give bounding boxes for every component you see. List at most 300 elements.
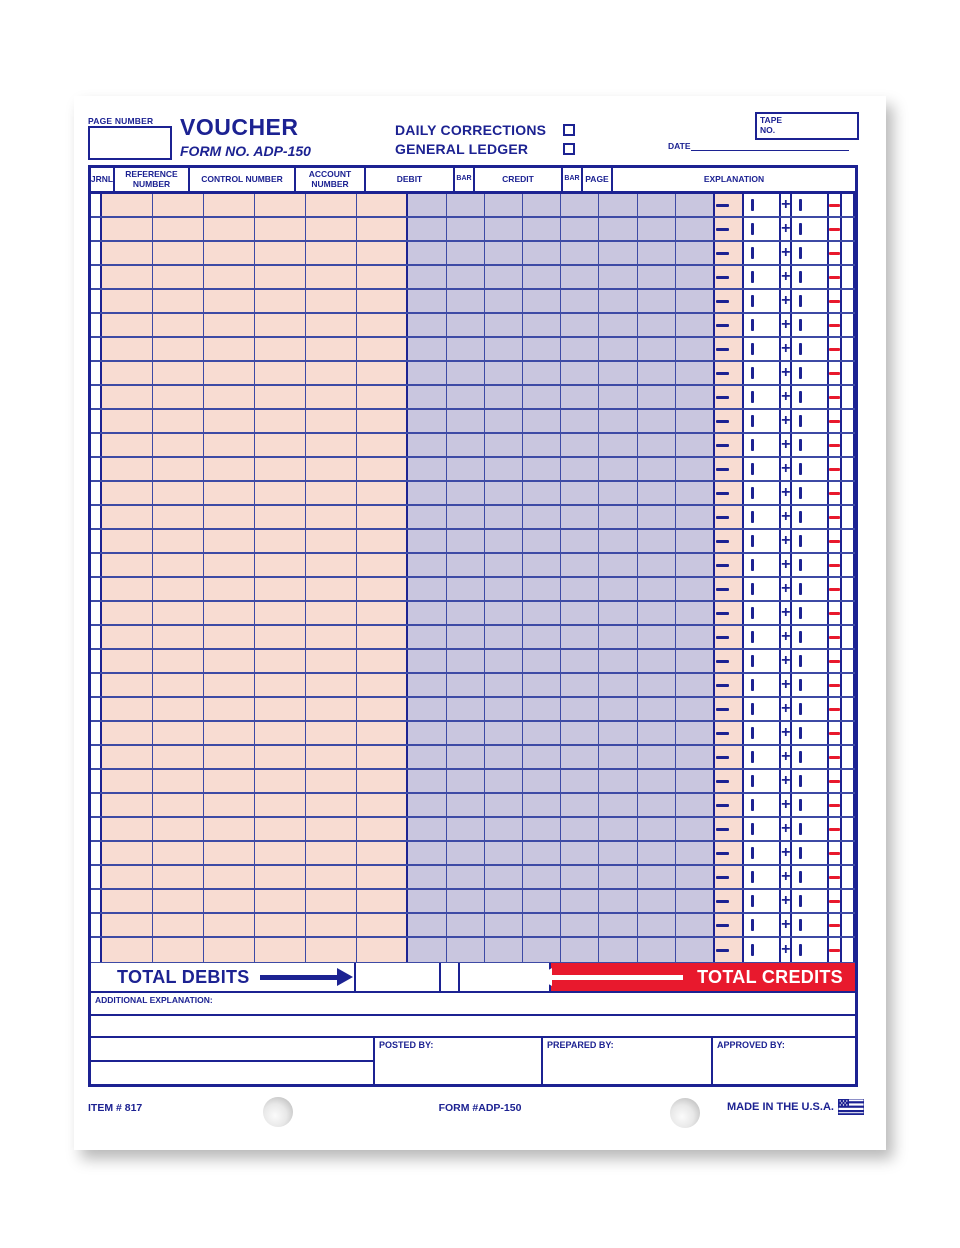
control-digit-cell[interactable] bbox=[485, 242, 523, 264]
page-cell[interactable] bbox=[842, 434, 855, 456]
control-digit-cell[interactable] bbox=[408, 338, 446, 360]
credit-cell[interactable] bbox=[792, 794, 828, 816]
tape-no-field[interactable] bbox=[755, 112, 859, 140]
control-digit-cell[interactable] bbox=[485, 386, 523, 408]
control-digit-cell[interactable] bbox=[485, 410, 523, 432]
control-digit-cell[interactable] bbox=[561, 770, 599, 792]
control-digit-cell[interactable] bbox=[561, 722, 599, 744]
reference-digit-cell[interactable] bbox=[255, 770, 306, 792]
reference-digit-cell[interactable] bbox=[153, 314, 204, 336]
account-number-cell[interactable] bbox=[715, 842, 744, 864]
reference-digit-cell[interactable] bbox=[306, 770, 357, 792]
reference-digit-cell[interactable] bbox=[153, 842, 204, 864]
reference-digit-cell[interactable] bbox=[306, 938, 357, 962]
page-cell[interactable] bbox=[842, 866, 855, 888]
control-digit-cell[interactable] bbox=[561, 458, 599, 480]
reference-digit-cell[interactable] bbox=[357, 530, 407, 552]
reference-digit-cell[interactable] bbox=[204, 770, 255, 792]
reference-digit-cell[interactable] bbox=[306, 530, 357, 552]
reference-digit-cell[interactable] bbox=[306, 506, 357, 528]
control-digit-cell[interactable] bbox=[408, 554, 446, 576]
account-number-cell[interactable] bbox=[715, 650, 744, 672]
reference-digit-cell[interactable] bbox=[102, 530, 153, 552]
control-digit-cell[interactable] bbox=[523, 602, 561, 624]
control-digit-cell[interactable] bbox=[523, 818, 561, 840]
reference-digit-cell[interactable] bbox=[153, 794, 204, 816]
credit-cell[interactable] bbox=[792, 938, 828, 962]
debit-cell[interactable] bbox=[744, 674, 781, 696]
control-digit-cell[interactable] bbox=[523, 674, 561, 696]
control-digit-cell[interactable] bbox=[485, 362, 523, 384]
debit-cell[interactable] bbox=[744, 410, 781, 432]
control-digit-cell[interactable] bbox=[523, 386, 561, 408]
control-digit-cell[interactable] bbox=[561, 554, 599, 576]
reference-digit-cell[interactable] bbox=[204, 218, 255, 240]
reference-digit-cell[interactable] bbox=[102, 674, 153, 696]
control-digit-cell[interactable] bbox=[485, 842, 523, 864]
control-digit-cell[interactable] bbox=[676, 242, 713, 264]
credit-cell[interactable] bbox=[792, 554, 828, 576]
control-digit-cell[interactable] bbox=[561, 938, 599, 962]
page-cell[interactable] bbox=[842, 938, 855, 962]
reference-digit-cell[interactable] bbox=[204, 242, 255, 264]
control-digit-cell[interactable] bbox=[676, 938, 713, 962]
control-digit-cell[interactable] bbox=[676, 794, 713, 816]
control-digit-cell[interactable] bbox=[599, 578, 637, 600]
control-digit-cell[interactable] bbox=[676, 674, 713, 696]
control-digit-cell[interactable] bbox=[485, 794, 523, 816]
page-cell[interactable] bbox=[842, 890, 855, 912]
reference-digit-cell[interactable] bbox=[357, 938, 407, 962]
control-digit-cell[interactable] bbox=[408, 890, 446, 912]
control-digit-cell[interactable] bbox=[485, 506, 523, 528]
reference-digit-cell[interactable] bbox=[204, 458, 255, 480]
control-digit-cell[interactable] bbox=[447, 626, 485, 648]
control-digit-cell[interactable] bbox=[676, 338, 713, 360]
control-digit-cell[interactable] bbox=[485, 554, 523, 576]
reference-digit-cell[interactable] bbox=[357, 482, 407, 504]
control-digit-cell[interactable] bbox=[599, 482, 637, 504]
control-digit-cell[interactable] bbox=[561, 506, 599, 528]
account-number-cell[interactable] bbox=[715, 770, 744, 792]
control-digit-cell[interactable] bbox=[408, 818, 446, 840]
control-digit-cell[interactable] bbox=[599, 266, 637, 288]
reference-digit-cell[interactable] bbox=[255, 266, 306, 288]
control-digit-cell[interactable] bbox=[447, 530, 485, 552]
control-digit-cell[interactable] bbox=[599, 338, 637, 360]
debit-cell[interactable] bbox=[744, 314, 781, 336]
jrnl-cell[interactable] bbox=[91, 242, 102, 264]
debit-cell[interactable] bbox=[744, 434, 781, 456]
reference-digit-cell[interactable] bbox=[204, 194, 255, 216]
control-digit-cell[interactable] bbox=[638, 242, 676, 264]
credit-cell[interactable] bbox=[792, 458, 828, 480]
control-digit-cell[interactable] bbox=[523, 578, 561, 600]
control-digit-cell[interactable] bbox=[523, 842, 561, 864]
page-cell[interactable] bbox=[842, 770, 855, 792]
account-number-cell[interactable] bbox=[715, 362, 744, 384]
reference-digit-cell[interactable] bbox=[357, 578, 407, 600]
control-digit-cell[interactable] bbox=[447, 386, 485, 408]
reference-digit-cell[interactable] bbox=[102, 890, 153, 912]
reference-digit-cell[interactable] bbox=[153, 290, 204, 312]
credit-cell[interactable] bbox=[792, 266, 828, 288]
jrnl-cell[interactable] bbox=[91, 842, 102, 864]
approved-by-field[interactable] bbox=[713, 1038, 855, 1084]
account-number-cell[interactable] bbox=[715, 194, 744, 216]
reference-digit-cell[interactable] bbox=[255, 626, 306, 648]
control-digit-cell[interactable] bbox=[676, 698, 713, 720]
control-digit-cell[interactable] bbox=[523, 506, 561, 528]
control-digit-cell[interactable] bbox=[485, 482, 523, 504]
page-cell[interactable] bbox=[842, 842, 855, 864]
control-digit-cell[interactable] bbox=[599, 410, 637, 432]
reference-digit-cell[interactable] bbox=[255, 386, 306, 408]
debit-cell[interactable] bbox=[744, 554, 781, 576]
reference-digit-cell[interactable] bbox=[306, 266, 357, 288]
page-cell[interactable] bbox=[842, 530, 855, 552]
control-digit-cell[interactable] bbox=[447, 722, 485, 744]
account-number-cell[interactable] bbox=[715, 314, 744, 336]
reference-digit-cell[interactable] bbox=[306, 482, 357, 504]
reference-digit-cell[interactable] bbox=[357, 194, 407, 216]
jrnl-cell[interactable] bbox=[91, 698, 102, 720]
control-digit-cell[interactable] bbox=[638, 266, 676, 288]
reference-digit-cell[interactable] bbox=[204, 578, 255, 600]
control-digit-cell[interactable] bbox=[561, 482, 599, 504]
reference-digit-cell[interactable] bbox=[102, 194, 153, 216]
reference-digit-cell[interactable] bbox=[306, 794, 357, 816]
reference-digit-cell[interactable] bbox=[153, 746, 204, 768]
jrnl-cell[interactable] bbox=[91, 410, 102, 432]
reference-digit-cell[interactable] bbox=[255, 674, 306, 696]
reference-digit-cell[interactable] bbox=[153, 674, 204, 696]
reference-digit-cell[interactable] bbox=[306, 338, 357, 360]
control-digit-cell[interactable] bbox=[676, 266, 713, 288]
reference-digit-cell[interactable] bbox=[153, 266, 204, 288]
control-digit-cell[interactable] bbox=[599, 290, 637, 312]
control-digit-cell[interactable] bbox=[561, 386, 599, 408]
jrnl-cell[interactable] bbox=[91, 506, 102, 528]
reference-digit-cell[interactable] bbox=[357, 434, 407, 456]
control-digit-cell[interactable] bbox=[599, 914, 637, 936]
reference-digit-cell[interactable] bbox=[306, 650, 357, 672]
account-number-cell[interactable] bbox=[715, 914, 744, 936]
control-digit-cell[interactable] bbox=[599, 746, 637, 768]
reference-digit-cell[interactable] bbox=[102, 770, 153, 792]
debit-cell[interactable] bbox=[744, 218, 781, 240]
control-digit-cell[interactable] bbox=[447, 266, 485, 288]
jrnl-cell[interactable] bbox=[91, 362, 102, 384]
daily-corrections-checkbox[interactable] bbox=[563, 124, 575, 136]
reference-digit-cell[interactable] bbox=[153, 386, 204, 408]
jrnl-cell[interactable] bbox=[91, 890, 102, 912]
control-digit-cell[interactable] bbox=[523, 722, 561, 744]
control-digit-cell[interactable] bbox=[638, 722, 676, 744]
jrnl-cell[interactable] bbox=[91, 554, 102, 576]
control-digit-cell[interactable] bbox=[485, 434, 523, 456]
reference-digit-cell[interactable] bbox=[153, 194, 204, 216]
control-digit-cell[interactable] bbox=[408, 506, 446, 528]
reference-digit-cell[interactable] bbox=[255, 914, 306, 936]
debit-cell[interactable] bbox=[744, 770, 781, 792]
reference-digit-cell[interactable] bbox=[204, 650, 255, 672]
credit-cell[interactable] bbox=[792, 242, 828, 264]
reference-digit-cell[interactable] bbox=[255, 794, 306, 816]
control-digit-cell[interactable] bbox=[523, 410, 561, 432]
control-digit-cell[interactable] bbox=[638, 482, 676, 504]
control-digit-cell[interactable] bbox=[447, 554, 485, 576]
control-digit-cell[interactable] bbox=[561, 674, 599, 696]
control-digit-cell[interactable] bbox=[676, 770, 713, 792]
reference-digit-cell[interactable] bbox=[153, 218, 204, 240]
reference-digit-cell[interactable] bbox=[102, 218, 153, 240]
reference-digit-cell[interactable] bbox=[102, 794, 153, 816]
page-cell[interactable] bbox=[842, 674, 855, 696]
reference-digit-cell[interactable] bbox=[357, 650, 407, 672]
control-digit-cell[interactable] bbox=[676, 890, 713, 912]
control-digit-cell[interactable] bbox=[485, 266, 523, 288]
control-digit-cell[interactable] bbox=[408, 674, 446, 696]
debit-cell[interactable] bbox=[744, 458, 781, 480]
control-digit-cell[interactable] bbox=[485, 530, 523, 552]
control-digit-cell[interactable] bbox=[447, 698, 485, 720]
control-digit-cell[interactable] bbox=[523, 530, 561, 552]
control-digit-cell[interactable] bbox=[638, 650, 676, 672]
debit-cell[interactable] bbox=[744, 290, 781, 312]
debit-cell[interactable] bbox=[744, 794, 781, 816]
control-digit-cell[interactable] bbox=[447, 362, 485, 384]
reference-digit-cell[interactable] bbox=[306, 602, 357, 624]
reference-digit-cell[interactable] bbox=[357, 746, 407, 768]
page-cell[interactable] bbox=[842, 194, 855, 216]
reference-digit-cell[interactable] bbox=[204, 674, 255, 696]
control-digit-cell[interactable] bbox=[447, 866, 485, 888]
reference-digit-cell[interactable] bbox=[306, 842, 357, 864]
reference-digit-cell[interactable] bbox=[204, 914, 255, 936]
debit-cell[interactable] bbox=[744, 650, 781, 672]
reference-digit-cell[interactable] bbox=[357, 458, 407, 480]
control-digit-cell[interactable] bbox=[523, 338, 561, 360]
jrnl-cell[interactable] bbox=[91, 266, 102, 288]
reference-digit-cell[interactable] bbox=[255, 290, 306, 312]
control-digit-cell[interactable] bbox=[676, 530, 713, 552]
control-digit-cell[interactable] bbox=[408, 794, 446, 816]
control-digit-cell[interactable] bbox=[676, 194, 713, 216]
control-digit-cell[interactable] bbox=[447, 506, 485, 528]
reference-digit-cell[interactable] bbox=[255, 506, 306, 528]
reference-digit-cell[interactable] bbox=[255, 866, 306, 888]
control-digit-cell[interactable] bbox=[408, 194, 446, 216]
reference-digit-cell[interactable] bbox=[102, 722, 153, 744]
control-digit-cell[interactable] bbox=[599, 434, 637, 456]
account-number-cell[interactable] bbox=[715, 578, 744, 600]
page-cell[interactable] bbox=[842, 482, 855, 504]
reference-digit-cell[interactable] bbox=[102, 818, 153, 840]
control-digit-cell[interactable] bbox=[638, 362, 676, 384]
reference-digit-cell[interactable] bbox=[357, 362, 407, 384]
control-digit-cell[interactable] bbox=[447, 482, 485, 504]
jrnl-cell[interactable] bbox=[91, 602, 102, 624]
reference-digit-cell[interactable] bbox=[102, 242, 153, 264]
jrnl-cell[interactable] bbox=[91, 314, 102, 336]
control-digit-cell[interactable] bbox=[447, 746, 485, 768]
account-number-cell[interactable] bbox=[715, 794, 744, 816]
reference-digit-cell[interactable] bbox=[306, 458, 357, 480]
reference-digit-cell[interactable] bbox=[357, 674, 407, 696]
account-number-cell[interactable] bbox=[715, 866, 744, 888]
reference-digit-cell[interactable] bbox=[102, 650, 153, 672]
account-number-cell[interactable] bbox=[715, 890, 744, 912]
reference-digit-cell[interactable] bbox=[153, 410, 204, 432]
control-digit-cell[interactable] bbox=[638, 506, 676, 528]
reference-digit-cell[interactable] bbox=[306, 674, 357, 696]
control-digit-cell[interactable] bbox=[638, 698, 676, 720]
credit-cell[interactable] bbox=[792, 914, 828, 936]
reference-digit-cell[interactable] bbox=[357, 626, 407, 648]
control-digit-cell[interactable] bbox=[523, 242, 561, 264]
jrnl-cell[interactable] bbox=[91, 482, 102, 504]
control-digit-cell[interactable] bbox=[447, 890, 485, 912]
debit-cell[interactable] bbox=[744, 938, 781, 962]
debit-cell[interactable] bbox=[744, 866, 781, 888]
reference-digit-cell[interactable] bbox=[102, 362, 153, 384]
credit-cell[interactable] bbox=[792, 770, 828, 792]
credit-cell[interactable] bbox=[792, 386, 828, 408]
control-digit-cell[interactable] bbox=[599, 650, 637, 672]
credit-cell[interactable] bbox=[792, 194, 828, 216]
jrnl-cell[interactable] bbox=[91, 194, 102, 216]
reference-digit-cell[interactable] bbox=[102, 410, 153, 432]
control-digit-cell[interactable] bbox=[638, 458, 676, 480]
account-number-cell[interactable] bbox=[715, 482, 744, 504]
control-digit-cell[interactable] bbox=[676, 362, 713, 384]
left-blank-cell-bottom[interactable] bbox=[91, 1062, 373, 1084]
reference-digit-cell[interactable] bbox=[153, 242, 204, 264]
control-digit-cell[interactable] bbox=[561, 650, 599, 672]
debit-cell[interactable] bbox=[744, 746, 781, 768]
control-digit-cell[interactable] bbox=[523, 866, 561, 888]
account-number-cell[interactable] bbox=[715, 506, 744, 528]
reference-digit-cell[interactable] bbox=[102, 290, 153, 312]
control-digit-cell[interactable] bbox=[561, 410, 599, 432]
control-digit-cell[interactable] bbox=[676, 602, 713, 624]
reference-digit-cell[interactable] bbox=[255, 434, 306, 456]
control-digit-cell[interactable] bbox=[408, 938, 446, 962]
reference-digit-cell[interactable] bbox=[357, 818, 407, 840]
reference-digit-cell[interactable] bbox=[306, 866, 357, 888]
reference-digit-cell[interactable] bbox=[357, 218, 407, 240]
reference-digit-cell[interactable] bbox=[153, 650, 204, 672]
reference-digit-cell[interactable] bbox=[102, 914, 153, 936]
reference-digit-cell[interactable] bbox=[357, 410, 407, 432]
control-digit-cell[interactable] bbox=[485, 770, 523, 792]
control-digit-cell[interactable] bbox=[485, 602, 523, 624]
control-digit-cell[interactable] bbox=[676, 722, 713, 744]
reference-digit-cell[interactable] bbox=[153, 626, 204, 648]
control-digit-cell[interactable] bbox=[485, 194, 523, 216]
page-cell[interactable] bbox=[842, 314, 855, 336]
control-digit-cell[interactable] bbox=[485, 458, 523, 480]
control-digit-cell[interactable] bbox=[408, 482, 446, 504]
control-digit-cell[interactable] bbox=[523, 698, 561, 720]
control-digit-cell[interactable] bbox=[408, 314, 446, 336]
reference-digit-cell[interactable] bbox=[255, 746, 306, 768]
control-digit-cell[interactable] bbox=[638, 818, 676, 840]
reference-digit-cell[interactable] bbox=[357, 554, 407, 576]
control-digit-cell[interactable] bbox=[599, 458, 637, 480]
control-digit-cell[interactable] bbox=[638, 386, 676, 408]
reference-digit-cell[interactable] bbox=[204, 338, 255, 360]
control-digit-cell[interactable] bbox=[408, 626, 446, 648]
debit-cell[interactable] bbox=[744, 386, 781, 408]
reference-digit-cell[interactable] bbox=[153, 578, 204, 600]
control-digit-cell[interactable] bbox=[561, 842, 599, 864]
control-digit-cell[interactable] bbox=[561, 746, 599, 768]
account-number-cell[interactable] bbox=[715, 818, 744, 840]
debit-cell[interactable] bbox=[744, 242, 781, 264]
page-cell[interactable] bbox=[842, 818, 855, 840]
reference-digit-cell[interactable] bbox=[102, 386, 153, 408]
jrnl-cell[interactable] bbox=[91, 794, 102, 816]
control-digit-cell[interactable] bbox=[561, 314, 599, 336]
control-digit-cell[interactable] bbox=[676, 506, 713, 528]
jrnl-cell[interactable] bbox=[91, 530, 102, 552]
credit-cell[interactable] bbox=[792, 314, 828, 336]
control-digit-cell[interactable] bbox=[523, 194, 561, 216]
debit-cell[interactable] bbox=[744, 818, 781, 840]
account-number-cell[interactable] bbox=[715, 746, 744, 768]
reference-digit-cell[interactable] bbox=[306, 410, 357, 432]
reference-digit-cell[interactable] bbox=[153, 722, 204, 744]
control-digit-cell[interactable] bbox=[523, 458, 561, 480]
control-digit-cell[interactable] bbox=[523, 770, 561, 792]
control-digit-cell[interactable] bbox=[485, 650, 523, 672]
control-digit-cell[interactable] bbox=[523, 218, 561, 240]
control-digit-cell[interactable] bbox=[599, 218, 637, 240]
control-digit-cell[interactable] bbox=[447, 338, 485, 360]
reference-digit-cell[interactable] bbox=[306, 194, 357, 216]
control-digit-cell[interactable] bbox=[523, 938, 561, 962]
control-digit-cell[interactable] bbox=[485, 866, 523, 888]
control-digit-cell[interactable] bbox=[408, 866, 446, 888]
page-cell[interactable] bbox=[842, 554, 855, 576]
reference-digit-cell[interactable] bbox=[306, 818, 357, 840]
reference-digit-cell[interactable] bbox=[357, 290, 407, 312]
reference-digit-cell[interactable] bbox=[255, 410, 306, 432]
control-digit-cell[interactable] bbox=[485, 914, 523, 936]
credit-cell[interactable] bbox=[792, 530, 828, 552]
control-digit-cell[interactable] bbox=[561, 218, 599, 240]
reference-digit-cell[interactable] bbox=[204, 722, 255, 744]
reference-digit-cell[interactable] bbox=[153, 482, 204, 504]
reference-digit-cell[interactable] bbox=[357, 266, 407, 288]
control-digit-cell[interactable] bbox=[561, 338, 599, 360]
control-digit-cell[interactable] bbox=[523, 290, 561, 312]
page-cell[interactable] bbox=[842, 794, 855, 816]
control-digit-cell[interactable] bbox=[561, 194, 599, 216]
credit-cell[interactable] bbox=[792, 506, 828, 528]
control-digit-cell[interactable] bbox=[408, 770, 446, 792]
control-digit-cell[interactable] bbox=[447, 770, 485, 792]
page-number-field[interactable] bbox=[88, 126, 172, 160]
jrnl-cell[interactable] bbox=[91, 338, 102, 360]
reference-digit-cell[interactable] bbox=[153, 602, 204, 624]
page-cell[interactable] bbox=[842, 338, 855, 360]
control-digit-cell[interactable] bbox=[561, 698, 599, 720]
control-digit-cell[interactable] bbox=[408, 722, 446, 744]
debit-cell[interactable] bbox=[744, 602, 781, 624]
